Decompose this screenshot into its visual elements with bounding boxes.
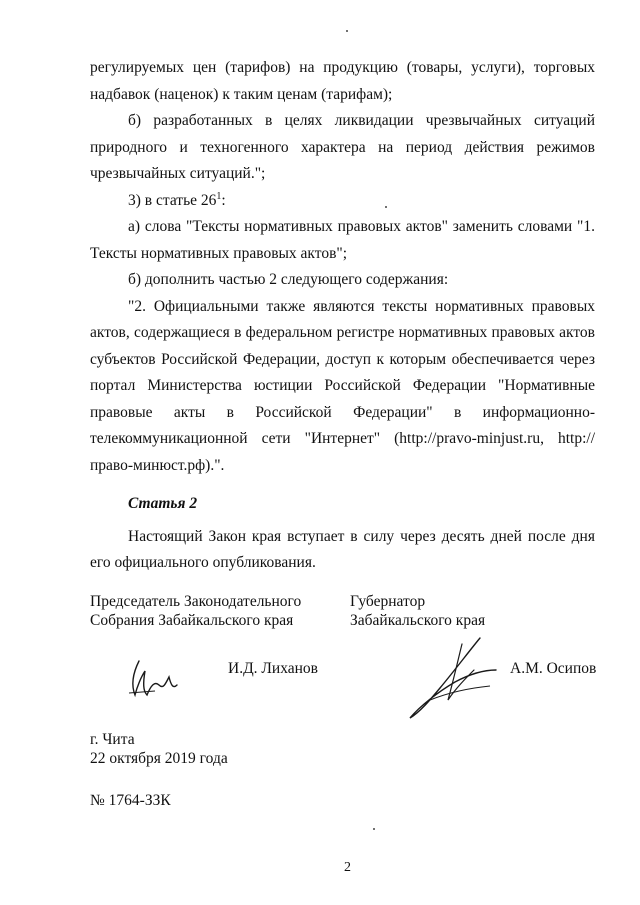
signing-date: 22 октября 2019 года xyxy=(90,750,228,767)
paragraph: б) разработанных в целях ликвидации чрезвычайных ситуаций природного и техногенного характера на период действия режимов чрезвычайных ситуаций."; xyxy=(90,112,595,182)
paragraph: б) дополнить частью 2 следующего содержания: xyxy=(128,271,449,288)
left-signatory-name: И.Д. Лиханов xyxy=(228,660,318,677)
article-2-text: Настоящий Закон края вступает в силу через десять дней после дня его официального опубликования. xyxy=(90,527,595,571)
right-signature xyxy=(400,630,510,725)
paragraph: "2. Официальными также являются тексты нормативных правовых актов, содержащиеся в федеральном регистре нормативных правовых актов субъектов Российской Федерации, доступ к которым обеспечивается через портал Министерства юстиции Российской Федерации "Нормативные правовые акты в Российской Федерации" в информационно-телекоммуникационной сети "Интернет" (http://pravo-minjust.ru, http://право-минюст.рф).". xyxy=(90,297,595,474)
scan-speck xyxy=(373,828,375,830)
article-2-title: Статья 2 xyxy=(128,495,198,512)
scan-speck xyxy=(346,30,348,32)
left-signatory-title: Председатель Законодательного Собрания Забайкальского края xyxy=(90,593,302,629)
paragraph: а) слова "Тексты нормативных правовых актов" заменить словами "1. Тексты нормативных правовых актов"; xyxy=(90,218,595,262)
law-number: № 1764-ЗЗК xyxy=(90,792,171,809)
signing-place: г. Чита xyxy=(90,731,135,748)
superscript: 1 xyxy=(216,190,222,202)
article-26-amendment-heading: 3) в статье $26^1$: xyxy=(128,190,226,209)
right-signatory-name: А.М. Осипов xyxy=(510,660,597,677)
page-number: 2 xyxy=(344,860,351,875)
paragraph: регулируемых цен (тарифов) на продукцию (товары, услуги), торговых надбавок (наценок) к таким ценам (тарифам); xyxy=(90,59,595,103)
law-body-text xyxy=(90,55,595,577)
right-signatory-title: Губернатор Забайкальского края xyxy=(350,593,486,629)
left-signature xyxy=(125,655,195,705)
